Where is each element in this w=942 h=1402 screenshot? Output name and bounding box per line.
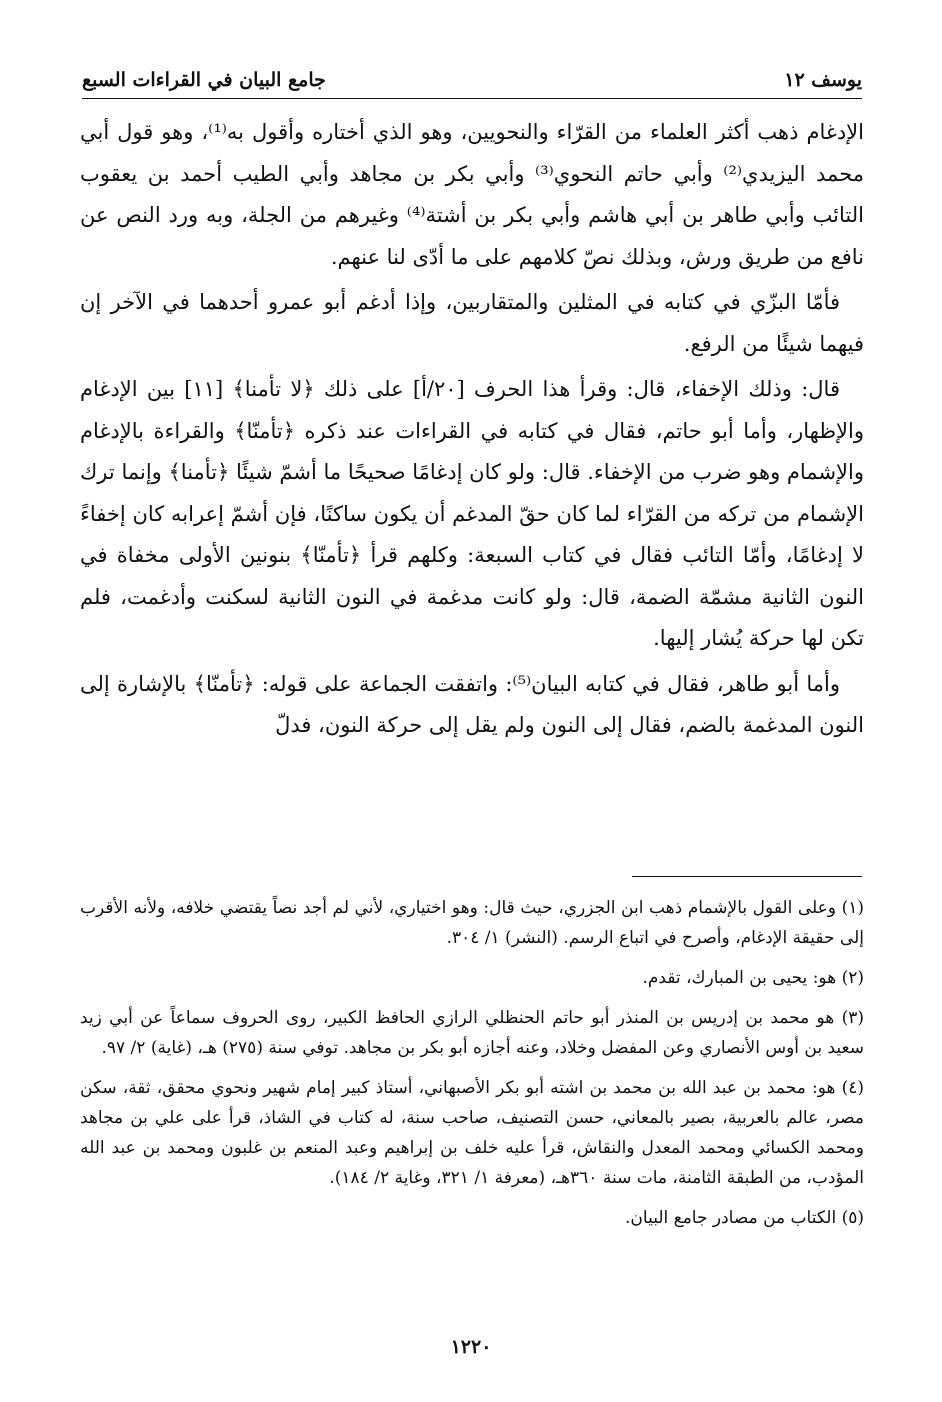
footnote bbox=[80, 1003, 864, 1063]
header-surah-label: يوسف ١٢ bbox=[784, 69, 862, 91]
footnote bbox=[80, 1073, 864, 1193]
footnote-text: وعلى القول بالإشمام ذهب ابن الجزري، حيث قال: وهو اختياري، لأني لم أجد نصاً يقتضي خلافه، ولأنه الأقرب إلى حقيقة الإدغام، وأصرح في اتباع الرسم. (النشر) ١/ ٣٠٤. bbox=[80, 898, 864, 948]
paragraph: قال: وذلك الإخفاء، قال: وقرأ هذا الحرف [٢٠/أ] على ذلك ﴿لا تأمنا﴾ [١١] بين الإدغام والإظهار، وأما أبو حاتم، فقال في كتابه في القراءات عند ذكره ﴿تأمنّا﴾ والقراءة بالإدغام والإشمام وهو ضرب من الإخفاء. قال: ولو كان إدغامًا صحيحًا ما أشمّ شيئًا ﴿تأمنا﴾ وإنما ترك الإشمام من تركه من القرّاء لما كان حقّ المدغم أن يكون ساكنًا، فإن أشمّ إعرابه كان إخفاءً لا إدغامًا، وأمّا التائب فقال في كتاب السبعة: وكلهم قرأ ﴿تأمنّا﴾ بنونين الأولى مخفاة في النون الثانية مشمّة الضمة، قال: ولو كانت مدغمة في النون الثانية لسكنت وأدغمت، فلم تكن لها حركة يُشار إليها. bbox=[80, 377, 864, 650]
header-book-title: جامع البيان في القراءات السبع bbox=[82, 69, 326, 91]
paragraph: وأما أبو طاهر، فقال في كتابه البيان⁽⁵⁾: واتفقت الجماعة على قوله: ﴿تأمنّا﴾ بالإشارة إلى النون المدغمة بالضم، فقال إلى النون ولم يقل إلى حركة النون، فدلّ bbox=[80, 671, 864, 737]
page-number: ١٢٢٠ bbox=[450, 1336, 492, 1358]
footnote-number: (٢) bbox=[841, 968, 864, 988]
paragraph: الإدغام ذهب أكثر العلماء من القرّاء والنحويين، وهو الذي أختاره وأقول به⁽¹⁾، وهو قول أبي محمد اليزيدي⁽²⁾ وأبي حاتم النحوي⁽³⁾ وأبي بكر بن مجاهد وأبي الطيب أحمد بن يعقوب التائب وأبي طاهر بن أبي هاشم وأبي بكر بن أشتة⁽⁴⁾ وغيرهم من الجلة، وبه ورد النص عن نافع من طريق ورش، وبذلك نصّ كلامهم على ما أدّى لنا عنهم. bbox=[80, 120, 864, 269]
footnotes bbox=[80, 893, 864, 1243]
running-header bbox=[82, 62, 862, 99]
footnote-text: الكتاب من مصادر جامع البيان. bbox=[625, 1208, 837, 1228]
footnote-number: (١) bbox=[841, 898, 864, 918]
footnote bbox=[80, 893, 864, 953]
main-text bbox=[80, 112, 864, 747]
footnote-text: هو محمد بن إدريس بن المنذر أبو حاتم الحنظلي الرازي الحافظ الكبير، روى الحروف سماعاً عن أبي زيد سعيد بن أوس الأنصاري وعن المفضل وخلاد، وعنه أجازه أبو بكر بن مجاهد. توفي سنة (٢٧٥) هـ، (غاية) ٢/ ٩٧. bbox=[80, 1008, 864, 1058]
footnote-number: (٤) bbox=[841, 1078, 864, 1098]
footnote-number: (٥) bbox=[841, 1208, 864, 1228]
footnote-text: هو: يحيى بن المبارك، تقدم. bbox=[642, 968, 837, 988]
footnote-separator bbox=[632, 876, 862, 877]
paragraph: فأمّا البزّي في كتابه في المثلين والمتقاربين، وإذا أدغم أبو عمرو أحدهما في الآخر إن فيهما شيئًا من الرفع. bbox=[80, 290, 864, 356]
footnote-number: (٣) bbox=[841, 1008, 864, 1028]
footnote bbox=[80, 963, 864, 993]
footnote bbox=[80, 1203, 864, 1233]
footnote-text: هو: محمد بن عبد الله بن محمد بن اشته أبو بكر الأصبهاني، أستاذ كبير إمام شهير ونحوي محقق، ثقة، سكن مصر، عالم بالعربية، بصير بالمعاني، حسن التصنيف، صاحب سنة، له كتاب في الشاذ، قرأ على علي بن مجاهد ومحمد الكسائي ومحمد المعدل والنقاش، قرأ عليه خلف بن إبراهيم وعبد المنعم بن غلبون ومحمد بن عبد الله المؤدب، من الطبقة الثامنة، مات سنة ٣٦٠هـ، (معرفة ١/ ٣٢١، وغاية ٢/ ١٨٤). bbox=[80, 1078, 864, 1188]
